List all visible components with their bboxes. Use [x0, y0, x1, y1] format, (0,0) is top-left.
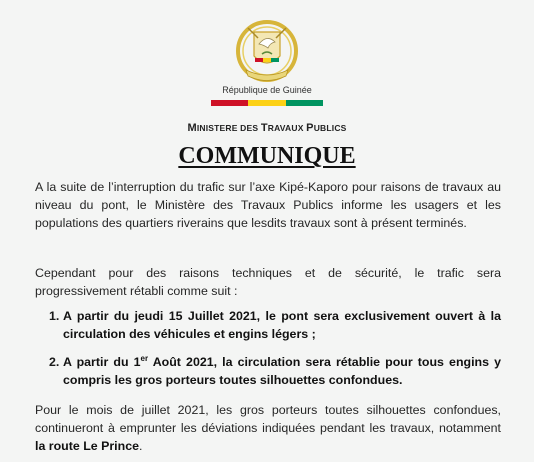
- paragraph-schedule-intro: Cependant pour des raisons techniques et de sécurité, le trafic sera progressivement rétabli comme suit :: [35, 266, 501, 298]
- paragraph-intro: A la suite de l’interruption du trafic sur l’axe Kipé-Kaporo pour raisons de travaux au niveau du pont, le Ministère des Travaux Publics informe les usagers et les populations des quartiers riverains que lesdits travaux sont à présent terminés.: [35, 180, 501, 230]
- flag-red-stripe: [211, 100, 248, 106]
- guinea-flag-bar: [211, 100, 323, 106]
- list-item-number: 2.: [49, 355, 60, 369]
- list-item-text: A partir du 1er Août 2021, la circulation sera rétablie pour tous engins y compris les gros porteurs toutes silhouettes confondues.: [63, 353, 501, 387]
- flag-yellow-stripe: [248, 100, 285, 106]
- document-title: COMMUNIQUE: [178, 143, 356, 169]
- list-item-text: A partir du jeudi 15 Juillet 2021, le pont sera exclusivement ouvert à la circulation des véhicules et engins légers ;: [63, 309, 501, 341]
- list-item: [49, 353, 501, 389]
- list-item-number: 1.: [49, 309, 60, 323]
- paragraph-deviation: Pour le mois de juillet 2021, les gros porteurs toutes silhouettes confondues, continueront à emprunter les déviations indiquées pendant les travaux, notamment la route Le Prince.: [35, 403, 501, 453]
- flag-green-stripe: [286, 100, 323, 106]
- list-item: [49, 307, 501, 343]
- ministry-name: MINISTERE DES TRAVAUX PUBLICS: [187, 122, 347, 134]
- guinea-coat-of-arms-icon: [234, 14, 300, 88]
- road-name: la route Le Prince: [35, 439, 139, 453]
- republic-label: République de Guinée: [222, 85, 312, 95]
